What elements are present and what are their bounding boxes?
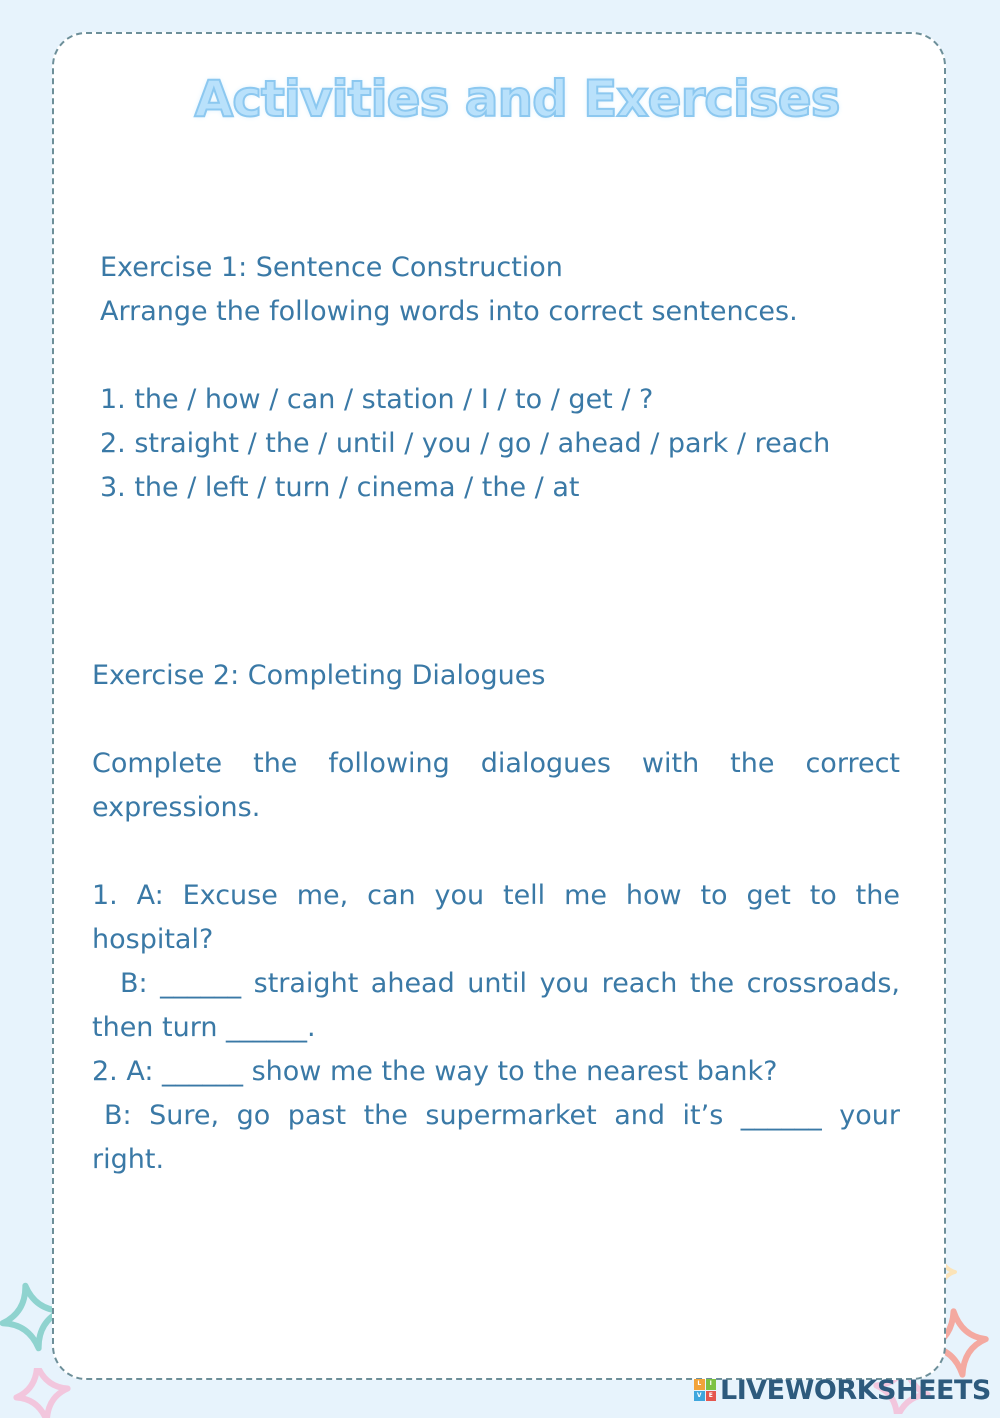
exercise2-instruction: Complete the following dialogues with the correct expressions. — [92, 748, 900, 823]
dialogue-1-line-b: B: ______ straight ahead until you reach the crossroads, then turn ______. — [92, 968, 900, 1043]
exercise2-heading: Exercise 2: Completing Dialogues — [92, 660, 546, 691]
dialogue-2-line-a: 2. A: ______ show me the way to the nearest bank? — [92, 1056, 778, 1087]
badge-letter: V — [694, 1391, 705, 1402]
star-pink-left-icon — [12, 1368, 72, 1418]
exercise1-item: 2. straight / the / until / you / go / ahead / park / reach — [100, 428, 831, 459]
dialogue-2-line-b: B: Sure, go past the supermarket and it’s ______ your right. — [92, 1100, 900, 1175]
liveworksheets-wordmark: LIVEWORKSHEETS — [720, 1374, 991, 1406]
liveworksheets-logo — [694, 1374, 991, 1406]
badge-letter: I — [706, 1379, 717, 1390]
badge-letter: L — [694, 1379, 705, 1390]
dialogue-1-line-a: 1. A: Excuse me, can you tell me how to get to the hospital? — [92, 880, 900, 955]
exercise1-instruction: Arrange the following words into correct sentences. — [100, 296, 798, 327]
worksheet-title: Activities and Exercises — [194, 70, 840, 128]
exercise1-item: 3. the / left / turn / cinema / the / at — [100, 472, 580, 503]
exercise1-heading: Exercise 1: Sentence Construction — [100, 252, 563, 283]
exercise1-item: 1. the / how / can / station / I / to / get / ? — [100, 384, 654, 415]
badge-letter: E — [706, 1391, 717, 1402]
liveworksheets-badge-icon — [694, 1379, 716, 1401]
